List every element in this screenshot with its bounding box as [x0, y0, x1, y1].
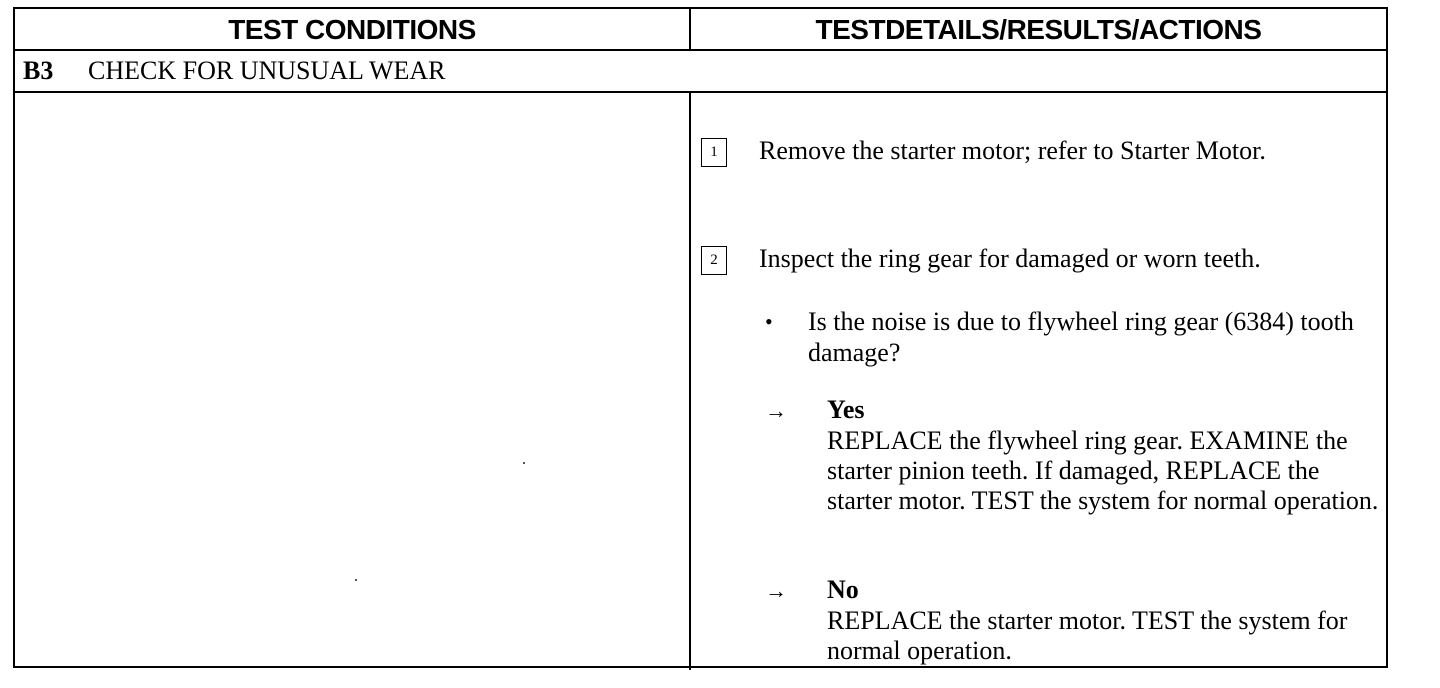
- answer-no-label: No: [827, 575, 859, 604]
- body-column-divider: [689, 93, 691, 670]
- scan-speck: [355, 579, 357, 581]
- answer-yes-label: Yes: [827, 395, 865, 424]
- table-header-row: [15, 9, 1386, 51]
- test-table: [13, 7, 1388, 668]
- section-code: B3: [23, 56, 54, 85]
- scan-speck: [523, 462, 525, 464]
- test-conditions-header: TEST CONDITIONS: [228, 14, 476, 45]
- arrow-right-icon: →: [765, 398, 787, 423]
- step-text: Remove the starter motor; refer to Starter Motor.: [759, 136, 1266, 165]
- step-text: Inspect the ring gear for damaged or worn teeth.: [759, 244, 1261, 273]
- bullet-icon: •: [765, 309, 773, 334]
- section-row: [15, 49, 1386, 93]
- step-number-box: 1: [701, 138, 727, 167]
- answer-no-text: REPLACE the starter motor. TEST the system for normal operation.: [827, 606, 1348, 665]
- answer-yes-text: REPLACE the flywheel ring gear. EXAMINE the starter pinion teeth. If damaged, REPLACE the starter motor. TEST the system for normal operation.: [827, 426, 1379, 515]
- question-text: Is the noise is due to flywheel ring gear (6384) tooth damage?: [808, 307, 1354, 367]
- test-details-header: TESTDETAILS/RESULTS/ACTIONS: [815, 14, 1262, 45]
- section-title: CHECK FOR UNUSUAL WEAR: [88, 56, 446, 85]
- arrow-right-icon: →: [765, 578, 787, 603]
- step-number-box: 2: [701, 246, 727, 275]
